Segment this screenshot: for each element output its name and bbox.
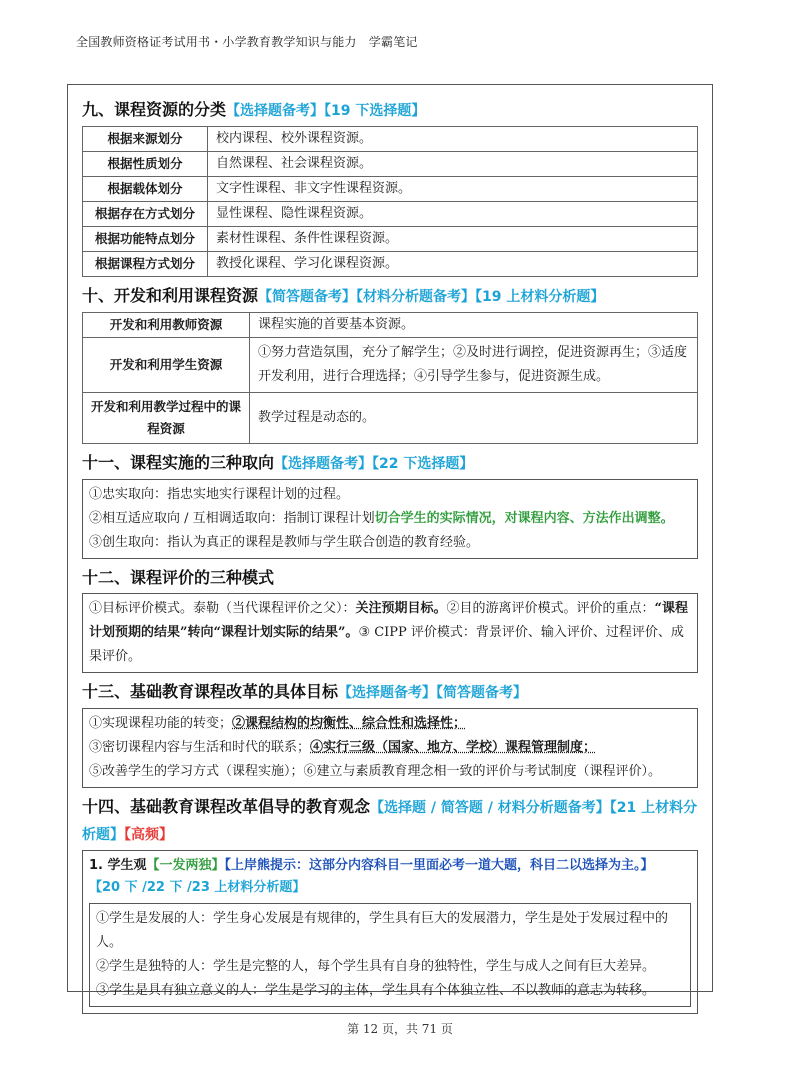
high-frequency-badge: 【高频】: [124, 827, 173, 843]
section-13: [82, 679, 702, 788]
content-inner: [82, 97, 702, 1016]
orientation-2-highlight: 切合学生的实际情况，对课程内容、方法作出调整。: [374, 511, 674, 526]
row-value: ①努力营造氛围，充分了解学生；②及时进行调控，促进资源再生；③适度开发利用，进行合理选择；④引导学生参与，促进资源生成。: [250, 338, 698, 393]
row-key: 开发和利用学生资源: [83, 338, 250, 393]
resource-development-table: [82, 312, 698, 444]
student-view-title: [89, 855, 691, 899]
reform-goals-box: [82, 708, 698, 788]
goal-line-2: [89, 736, 691, 760]
section-14-tags: 【选择题 / 简答题 / 材料分析题备考】【21 上材料分析题】: [82, 800, 698, 843]
section-13-tags: 【选择题备考】【简答题备考】: [338, 685, 528, 701]
table-row: [83, 202, 698, 227]
row-key: 开发和利用教师资源: [83, 313, 250, 338]
section-14-title: [82, 794, 702, 848]
section-9-heading: 九、课程资源的分类: [82, 100, 227, 119]
evaluation-modes-text: [89, 597, 691, 669]
mode-3-text: ③ CIPP 评价模式：背景评价、输入评价、过程评价、成果评价。: [89, 625, 684, 664]
section-14-heading: 十四、基础教育课程改革倡导的教育观念: [82, 797, 371, 816]
mode-2-text: ②目的游离评价模式。评价的重点：: [446, 601, 655, 616]
mode-2-emphasis: “课程计划预期的结果”转向“课程计划实际的结果”。: [89, 601, 689, 640]
goal-3: ③密切课程内容与生活和时代的联系；: [89, 740, 311, 755]
row-key: 根据存在方式划分: [83, 202, 208, 227]
row-key: 根据载体划分: [83, 177, 208, 202]
row-value: 文字性课程、非文字性课程资源。: [208, 177, 698, 202]
row-value: 自然课程、社会课程资源。: [208, 152, 698, 177]
section-9-tags: 【选择题备考】【19 下选择题】: [226, 103, 426, 119]
goal-line-1: [89, 712, 691, 736]
goal-2: ②课程结构的均衡性、综合性和选择性；: [232, 716, 467, 731]
table-row: [83, 252, 698, 277]
student-view-tip: 【上岸熊提示：这部分内容科目一里面必考一道大题，科目二以选择为主。】: [224, 858, 654, 873]
section-13-title: [82, 679, 702, 706]
section-11-heading: 十一、课程实施的三种取向: [82, 453, 275, 472]
section-12: [82, 565, 702, 673]
row-value: 显性课程、隐性课程资源。: [208, 202, 698, 227]
mode-1-emphasis: 关注预期目标。: [355, 601, 447, 616]
table-row: [83, 393, 698, 444]
student-view-box: [82, 850, 698, 1014]
row-key: 开发和利用教学过程中的课程资源: [83, 393, 250, 444]
orientation-1: ①忠实取向：指忠实地实行课程计划的过程。: [89, 487, 350, 502]
row-value: 素材性课程、条件性课程资源。: [208, 227, 698, 252]
section-10-tags: 【简答题备考】【材料分析题备考】【19 上材料分析题】: [258, 289, 605, 305]
row-value: 课程实施的首要基本资源。: [250, 313, 698, 338]
section-11-tags: 【选择题备考】【22 下选择题】: [274, 456, 474, 472]
row-value: 教授化课程、学习化课程资源。: [208, 252, 698, 277]
section-9-title: [82, 97, 702, 124]
student-view-mnemonic: 【一发两独】: [146, 858, 225, 873]
student-point-3: ③学生是具有独立意义的人：学生是学习的主体，学生具有个体独立性、不以教师的意志为转移。: [96, 983, 656, 998]
row-key: 根据性质划分: [83, 152, 208, 177]
student-point-1: ①学生是发展的人：学生身心发展是有规律的，学生具有巨大的发展潜力，学生是处于发展过程中的人。: [96, 911, 669, 950]
row-key: 根据功能特点划分: [83, 227, 208, 252]
section-10: [82, 283, 702, 444]
orientation-2-text: ②相互适应取向 / 互相调适取向：指制订课程计划: [89, 511, 375, 526]
evaluation-modes-box: [82, 593, 698, 673]
section-11-title: [82, 450, 702, 477]
table-row: [83, 227, 698, 252]
row-key: 根据课程方式划分: [83, 252, 208, 277]
student-view-points: [89, 903, 691, 1007]
implementation-orientations-box: [82, 479, 698, 559]
section-12-title: 十二、课程评价的三种模式: [82, 568, 275, 587]
row-value: 教学过程是动态的。: [250, 393, 698, 444]
table-row: [83, 152, 698, 177]
table-row: [83, 313, 698, 338]
goal-1: ①实现课程功能的转变；: [89, 716, 233, 731]
goal-line-3: ⑤改善学生的学习方式（课程实施）；⑥建立与素质教育理念相一致的评价与考试制度（课程评价）。: [89, 764, 662, 779]
row-key: 根据来源划分: [83, 127, 208, 152]
table-row: [83, 127, 698, 152]
section-11: [82, 450, 702, 559]
page-header: 全国教师资格证考试用书・小学教育教学知识与能力 学霸笔记: [76, 35, 418, 49]
orientation-3: ③创生取向：指认为真正的课程是教师与学生联合创造的教育经验。: [89, 535, 480, 550]
section-10-heading: 十、开发和利用课程资源: [82, 286, 259, 305]
page-number: 第 12 页，共 71 页: [347, 1022, 453, 1036]
mode-1-text: ①目标评价模式。泰勒（当代课程评价之父）：: [89, 601, 356, 616]
section-10-title: [82, 283, 702, 310]
content-frame: [67, 84, 713, 998]
student-view-exam-tags: 【20 下 /22 下 /23 上材料分析题】: [89, 880, 306, 895]
orientation-2: [89, 507, 691, 531]
section-13-heading: 十三、基础教育课程改革的具体目标: [82, 682, 339, 701]
row-value: 校内课程、校外课程资源。: [208, 127, 698, 152]
student-view-label: 1. 学生观: [89, 858, 147, 873]
section-9: [82, 97, 702, 277]
section-14: [82, 794, 702, 1014]
goal-4: ④实行三级（国家、地方、学校）课程管理制度；: [310, 740, 597, 755]
resource-classification-table: [82, 126, 698, 277]
table-row: [83, 338, 698, 393]
student-point-2: ②学生是独特的人：学生是完整的人，每个学生具有自身的独特性，学生与成人之间有巨大差异。: [96, 959, 656, 974]
table-row: [83, 177, 698, 202]
